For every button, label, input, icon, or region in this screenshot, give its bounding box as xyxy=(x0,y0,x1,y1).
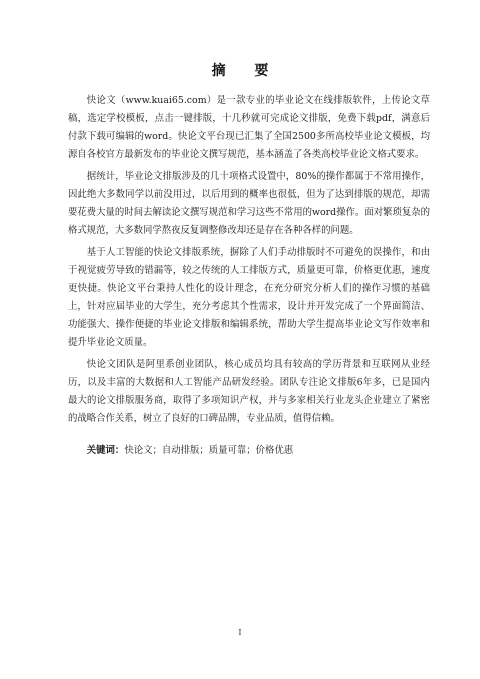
abstract-title: 摘 要 xyxy=(211,63,281,79)
page-number: I xyxy=(238,628,242,637)
abstract-paragraph-1: 快论文（www.kuai65.com）是一款专业的毕业论文在线排版软件，上传论文草稿，选定学校模板，点击一键排版，十几秒就可完成论文排版，免费下载pdf，满意后付款下载可编辑的word。快论文平台现已汇集了全国2500多所高校毕业论文模板，均源自各校官方最新发布的毕业论文撰写规范，基本涵盖了各类高校毕业论文格式要求。 xyxy=(68,95,430,160)
keywords-line xyxy=(68,442,430,460)
keywords-list: 快论文；自动排版；质量可靠；价格优惠 xyxy=(124,445,294,456)
keywords-label: 关键词： xyxy=(86,445,125,456)
abstract-paragraph-3: 基于人工智能的快论文排版系统，摒除了人们手动排版时不可避免的误操作，和由于视觉疲劳导致的错漏等，较之传统的人工排版方式，质量更可靠，价格更优惠，速度更快捷。快论文平台秉持人性化的设计理念，在充分研究分析人们的操作习惯的基础上，针对应届毕业的大学生，充分考虑其个性需求，设计并开发完成了一个界面简洁、功能强大、操作便捷的毕业论文排版和编辑系统，帮助大学生提高毕业论文写作效率和提升毕业论文质量。 xyxy=(68,247,430,348)
abstract-paragraph-4: 快论文团队是阿里系创业团队，核心成员均具有较高的学历背景和互联网从业经历，以及丰富的大数据和人工智能产品研发经验。团队专注论文排版6年多，已是国内最大的论文排版服务商，取得了多项知识产权，并与多家相关行业龙头企业建立了紧密的战略合作关系，树立了良好的口碑品牌，专业品质，值得信赖。 xyxy=(68,359,430,424)
abstract-paragraph-2: 据统计，毕业论文排版涉及的几十项格式设置中，80%的操作都属于不常用操作，因此绝大多数同学以前没用过，以后用到的概率也很低，但为了达到排版的规范，却需要花费大量的时间去解读论文撰写规范和学习这些不常用的word操作。面对繁琐复杂的格式规范，大多数同学熬夜反复调整修改却还是存在各种各样的问题。 xyxy=(68,171,430,236)
abstract-body xyxy=(68,92,430,460)
